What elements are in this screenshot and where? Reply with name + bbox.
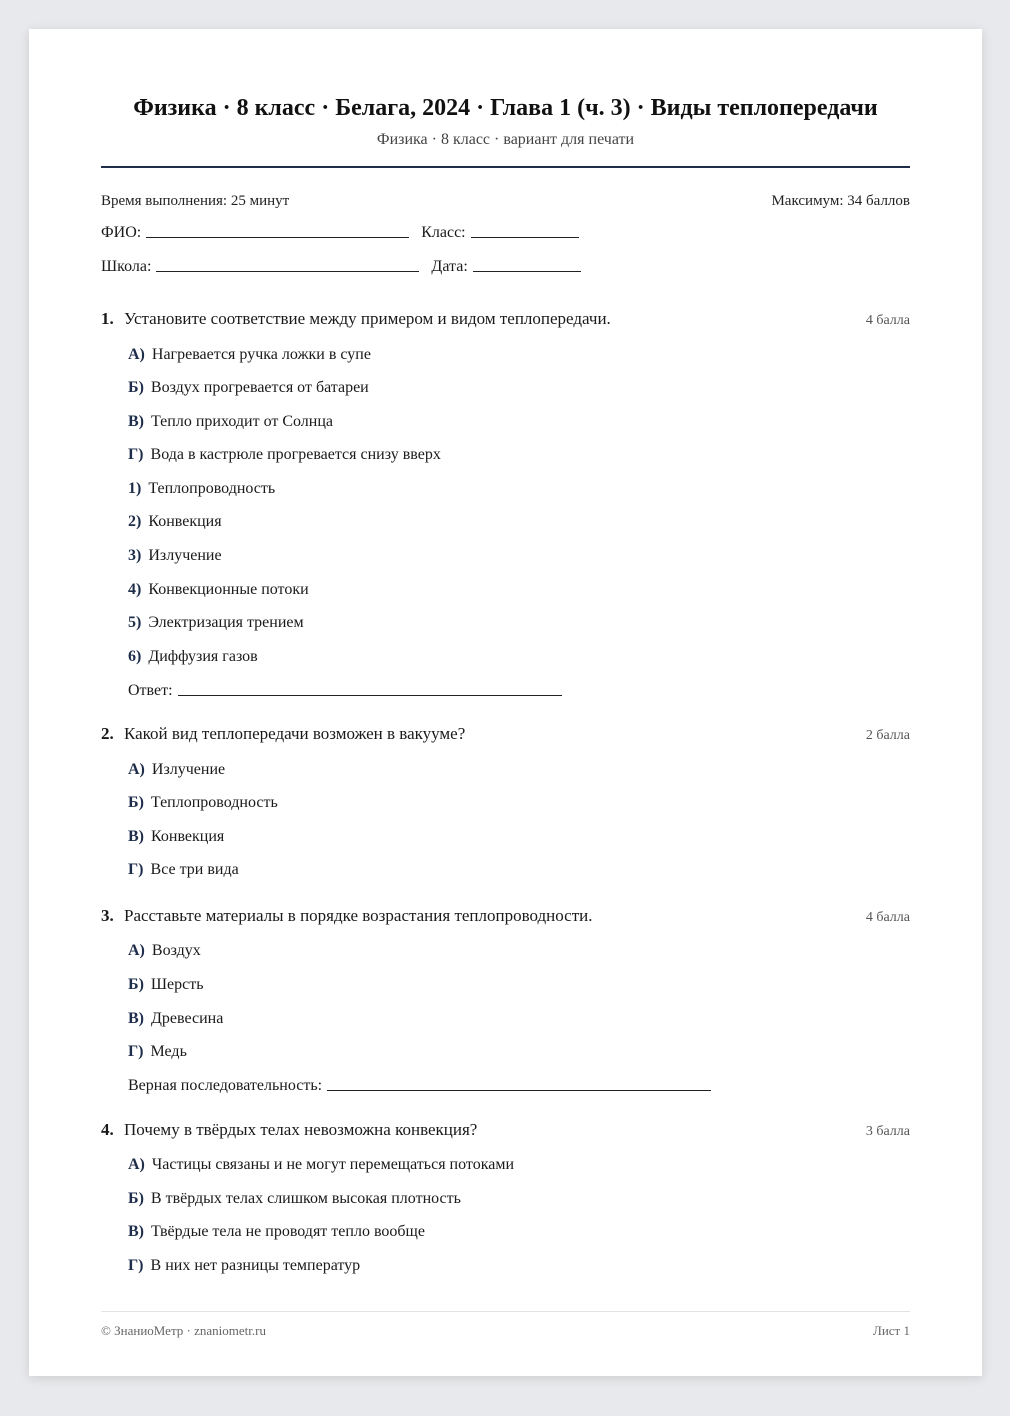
- option-label: А): [128, 1156, 145, 1173]
- answer-label: Верная последовательность:: [128, 1077, 323, 1094]
- option[interactable]: [128, 346, 371, 364]
- option-text: Электризация трением: [148, 614, 304, 631]
- page-number: Лист 1: [873, 1323, 910, 1338]
- option-label: В): [128, 1223, 144, 1240]
- option-label: 1): [128, 480, 142, 497]
- school-date-row: [101, 258, 593, 276]
- option-text: Конвекционные потоки: [148, 581, 309, 598]
- option[interactable]: [128, 761, 225, 779]
- option[interactable]: [128, 942, 201, 960]
- question-2: [101, 724, 910, 878]
- question-number: 1.: [101, 309, 114, 328]
- option-text: В твёрдых телах слишком высокая плотность: [150, 1190, 461, 1207]
- option[interactable]: [128, 1010, 223, 1028]
- answer-input-line[interactable]: [327, 1089, 711, 1091]
- option-label: А): [128, 761, 145, 778]
- option-label: 4): [128, 581, 142, 598]
- option-label: Г): [128, 861, 144, 878]
- option-text: Теплопроводность: [150, 794, 278, 811]
- question-1: [101, 309, 910, 699]
- option-text: Воздух: [151, 942, 201, 959]
- time-limit: Время выполнения: 25 минут: [101, 193, 290, 209]
- question-number: 2.: [101, 724, 114, 743]
- option[interactable]: [128, 581, 309, 599]
- date-label: Дата:: [431, 258, 468, 275]
- date-input-line[interactable]: [473, 270, 581, 272]
- option-text: Воздух прогревается от батареи: [150, 379, 369, 396]
- answer-label: Ответ:: [128, 682, 173, 699]
- option-text: Диффузия газов: [148, 648, 258, 665]
- class-label: Класс:: [421, 224, 466, 241]
- name-input-line[interactable]: [146, 236, 409, 238]
- option-text: Вода в кастрюле прогревается снизу вверх: [150, 446, 441, 463]
- option-text: Твёрдые тела не проводят тепло вообще: [151, 1223, 425, 1240]
- option[interactable]: [128, 1156, 514, 1174]
- question-text: Расставьте материалы в порядке возрастания теплопроводности.: [124, 906, 593, 925]
- option-label: 2): [128, 513, 142, 530]
- option-text: Тепло приходит от Солнца: [151, 413, 334, 430]
- page-subtitle: Физика · 8 класс · вариант для печати: [376, 131, 635, 148]
- question-points: 4 балла: [865, 313, 910, 328]
- answer-row: [128, 682, 562, 700]
- option-label: Г): [128, 1257, 144, 1274]
- option-label: Г): [128, 1043, 144, 1060]
- page-title: Физика · 8 класс · Белага, 2024 · Глава 1 (ч. 3) · Виды теплопередачи: [133, 95, 878, 121]
- option-text: Медь: [150, 1043, 187, 1060]
- option[interactable]: [128, 547, 222, 565]
- option[interactable]: [128, 794, 278, 812]
- option[interactable]: [128, 976, 204, 994]
- option[interactable]: [128, 513, 222, 531]
- option[interactable]: [128, 480, 275, 498]
- option-label: 5): [128, 614, 142, 631]
- option-label: А): [128, 346, 145, 363]
- question-text: Почему в твёрдых телах невозможна конвекция?: [124, 1120, 478, 1139]
- option-text: Излучение: [148, 547, 222, 564]
- option-label: Б): [128, 1190, 144, 1207]
- option-text: Конвекция: [151, 828, 225, 845]
- option-label: В): [128, 413, 144, 430]
- option-text: Шерсть: [150, 976, 204, 993]
- option-text: Нагревается ручка ложки в супе: [151, 346, 371, 363]
- option-label: Б): [128, 794, 144, 811]
- option[interactable]: [128, 1043, 187, 1061]
- option[interactable]: [128, 446, 441, 464]
- option[interactable]: [128, 614, 304, 632]
- footer-copyright: © ЗнаниоМетр · znaniometr.ru: [101, 1323, 266, 1338]
- question-number: 4.: [101, 1120, 114, 1139]
- option[interactable]: [128, 1190, 461, 1208]
- school-input-line[interactable]: [156, 270, 419, 272]
- option[interactable]: [128, 1223, 425, 1241]
- option-text: Частицы связаны и не могут перемещаться потоками: [151, 1156, 515, 1173]
- option[interactable]: [128, 861, 239, 879]
- worksheet-page: [29, 29, 982, 1376]
- question-3: [101, 906, 910, 1094]
- option[interactable]: [128, 1257, 360, 1275]
- max-score: Максимум: 34 баллов: [771, 193, 910, 209]
- question-number: 3.: [101, 906, 114, 925]
- option-label: А): [128, 942, 145, 959]
- header-divider: [101, 166, 910, 168]
- option-label: Б): [128, 976, 144, 993]
- question-4: [101, 1120, 910, 1274]
- option-text: Теплопроводность: [148, 480, 276, 497]
- option-label: 6): [128, 648, 142, 665]
- name-label: ФИО:: [101, 224, 142, 241]
- option[interactable]: [128, 379, 369, 397]
- option-text: Древесина: [151, 1010, 224, 1027]
- option-text: В них нет разницы температур: [150, 1257, 361, 1274]
- question-points: 3 балла: [865, 1124, 910, 1139]
- question-text: Какой вид теплопередачи возможен в вакууме?: [124, 724, 466, 743]
- question-text: Установите соответствие между примером и видом теплопередачи.: [124, 309, 611, 328]
- footer-divider: [101, 1311, 910, 1312]
- option[interactable]: [128, 648, 258, 666]
- option[interactable]: [128, 413, 333, 431]
- option-label: 3): [128, 547, 142, 564]
- option-label: Б): [128, 379, 144, 396]
- option-label: В): [128, 828, 144, 845]
- question-points: 2 балла: [865, 728, 910, 743]
- option-text: Излучение: [151, 761, 226, 778]
- option[interactable]: [128, 828, 224, 846]
- option-label: Г): [128, 446, 144, 463]
- answer-input-line[interactable]: [178, 694, 562, 696]
- name-class-row: [101, 224, 591, 242]
- question-points: 4 балла: [865, 910, 910, 925]
- option-text: Конвекция: [148, 513, 222, 530]
- option-label: В): [128, 1010, 144, 1027]
- option-text: Все три вида: [150, 861, 239, 878]
- school-label: Школа:: [101, 258, 152, 275]
- answer-row: [128, 1077, 711, 1095]
- class-input-line[interactable]: [471, 236, 579, 238]
